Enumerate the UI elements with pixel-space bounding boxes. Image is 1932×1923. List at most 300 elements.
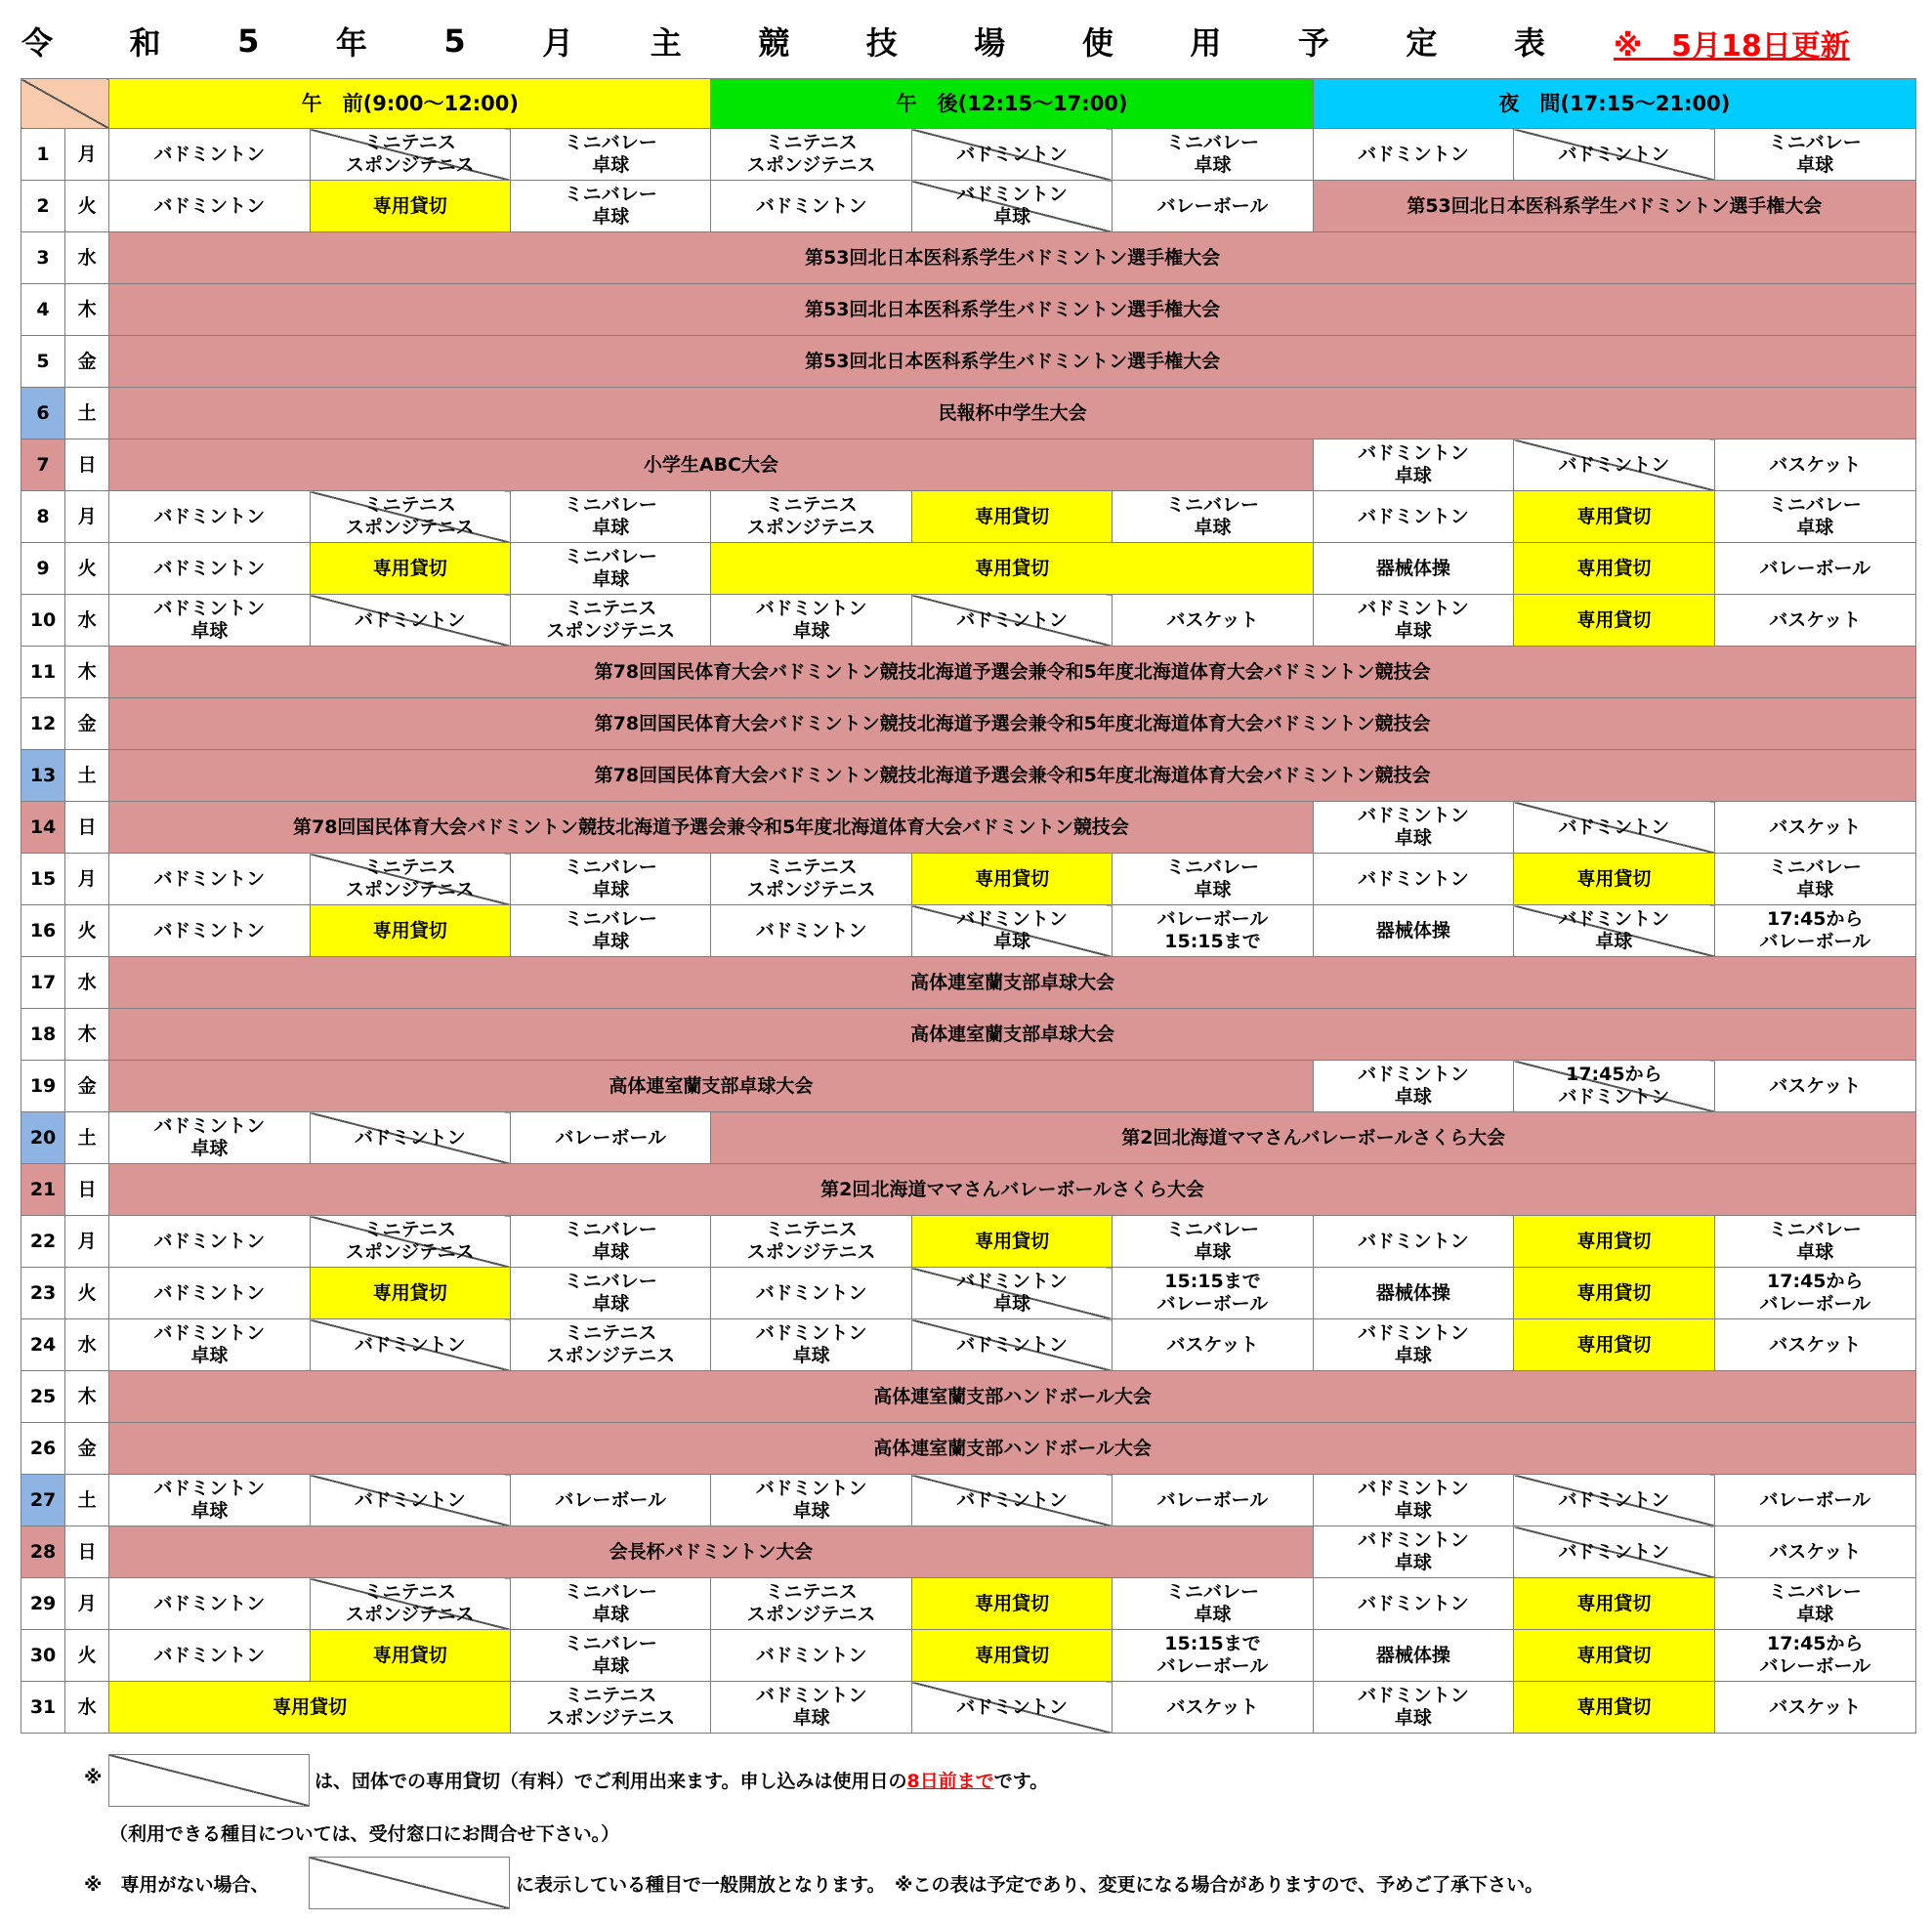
activity-cell [1313, 1475, 1513, 1526]
activity-cell [1313, 1061, 1513, 1112]
day-weekday: 金 [65, 1423, 109, 1475]
cell-line: バスケット [1769, 815, 1862, 838]
day-row [21, 1630, 1916, 1682]
activity-cell [1714, 802, 1915, 854]
cell-line: 卓球 [1194, 1604, 1232, 1625]
day-row [21, 802, 1916, 854]
cell-line: 高体連室蘭支部ハンドボール大会 [873, 1437, 1152, 1459]
day-weekday: 木 [65, 1009, 109, 1061]
activity-cell [1313, 543, 1513, 595]
day-weekday: 水 [65, 595, 109, 647]
cell-line: バドミントン [956, 608, 1068, 631]
event-cell [109, 1061, 1314, 1112]
day-row [21, 1526, 1916, 1578]
reservable-slot-cell [310, 1319, 510, 1371]
cell-line: バドミントン [755, 1322, 867, 1344]
activity-cell [1113, 181, 1313, 232]
day-weekday: 水 [65, 1319, 109, 1371]
day-weekday: 水 [65, 232, 109, 284]
note-mark: ※ [84, 1767, 103, 1788]
cell-line: 卓球 [1595, 931, 1633, 952]
title-char: 5 [237, 22, 260, 60]
cell-line: 第78回国民体育大会バドミントン競技北海道予選会兼令和5年度北海道体育大会バドミントン競技会 [594, 764, 1431, 786]
activity-cell [1714, 1061, 1915, 1112]
reservable-slot-cell [911, 1682, 1112, 1734]
activity-cell [1313, 491, 1513, 543]
activity-cell [711, 491, 911, 543]
cell-line: ミニバレー [1165, 494, 1259, 516]
cell-line: 15:15まで [1164, 1271, 1261, 1292]
cell-line: 卓球 [1194, 154, 1232, 176]
activity-cell [511, 491, 711, 543]
day-number: 5 [21, 336, 65, 388]
day-row [21, 595, 1916, 647]
title-char: 5 [443, 22, 466, 60]
day-row [21, 854, 1916, 905]
header-afternoon: 午 後(12:15～17:00) [711, 79, 1313, 129]
cell-line: バレーボール [1759, 931, 1871, 952]
activity-cell [711, 1578, 911, 1630]
cell-line: 小学生ABC大会 [643, 453, 778, 476]
reservable-slot-cell [911, 905, 1112, 957]
day-weekday: 木 [65, 647, 109, 698]
day-row [21, 388, 1916, 439]
cell-line: 第78回国民体育大会バドミントン競技北海道予選会兼令和5年度北海道体育大会バドミントン競技会 [292, 815, 1129, 838]
day-number: 15 [21, 854, 65, 905]
day-weekday: 水 [65, 957, 109, 1009]
event-cell [109, 1371, 1916, 1423]
activity-cell [711, 854, 911, 905]
cell-line: 専用貸切 [975, 557, 1050, 579]
title-char: 競 [758, 24, 790, 62]
cell-line: バスケット [1769, 1695, 1862, 1718]
cell-line: 専用貸切 [1576, 867, 1652, 890]
activity-cell [1113, 1682, 1313, 1734]
activity-cell [1313, 129, 1513, 181]
cell-line: ミニバレー [564, 1633, 657, 1654]
day-number: 28 [21, 1526, 65, 1578]
day-row [21, 1216, 1916, 1268]
reserved-cell [310, 905, 510, 957]
event-cell [109, 698, 1916, 750]
cell-line: 第53回北日本医科系学生バドミントン選手権大会 [805, 350, 1221, 372]
cell-line: 専用貸切 [372, 557, 447, 579]
activity-cell [511, 905, 711, 957]
cell-line: ミニバレー [564, 1581, 657, 1603]
day-weekday: 月 [65, 491, 109, 543]
event-cell [109, 232, 1916, 284]
activity-cell [1313, 802, 1513, 854]
cell-line: ミニテニス [363, 1219, 456, 1240]
day-weekday: 木 [65, 284, 109, 336]
activity-cell [109, 1475, 310, 1526]
activity-cell [1113, 595, 1313, 647]
reservable-slot-cell [310, 1578, 510, 1630]
cell-line: 卓球 [1796, 154, 1834, 176]
cell-line: 卓球 [1194, 517, 1232, 538]
reservable-slot-cell [310, 129, 510, 181]
cell-line: ミニバレー [564, 494, 657, 516]
activity-cell [109, 543, 310, 595]
activity-cell [109, 1319, 310, 1371]
event-cell [109, 439, 1314, 491]
cell-line: 卓球 [1394, 1345, 1432, 1366]
cell-line: ミニバレー [564, 1271, 657, 1292]
update-notice: ※ 5月18日更新 [1614, 29, 1850, 63]
cell-line: ミニバレー [1768, 1581, 1862, 1603]
cell-line: 卓球 [1394, 465, 1432, 486]
cell-line: 器械体操 [1375, 1281, 1450, 1304]
cell-line: バドミントン [1358, 1685, 1469, 1706]
title-char: 令 [21, 24, 54, 62]
activity-cell [1714, 129, 1915, 181]
activity-cell [511, 595, 711, 647]
day-weekday: 月 [65, 854, 109, 905]
activity-cell [1714, 1268, 1915, 1319]
cell-line: バドミントン [956, 1333, 1068, 1356]
cell-line: バドミントン [956, 1271, 1068, 1292]
cell-line: バドミントン [354, 1333, 466, 1356]
reserved-cell [310, 181, 510, 232]
activity-cell [511, 181, 711, 232]
event-cell [109, 750, 1916, 802]
cell-line: ミニバレー [1165, 1581, 1259, 1603]
day-weekday: 日 [65, 1526, 109, 1578]
corner-cell [21, 79, 109, 129]
cell-line: バドミントン [1558, 1488, 1670, 1511]
cell-line: バレーボール [1156, 908, 1269, 930]
activity-cell [1313, 1682, 1513, 1734]
cell-line: バドミントン [1358, 1064, 1469, 1085]
activity-cell [711, 1682, 911, 1734]
event-cell [109, 647, 1916, 698]
day-weekday: 月 [65, 129, 109, 181]
cell-line: バドミントン [1558, 143, 1670, 165]
activity-cell [711, 595, 911, 647]
activity-cell [1313, 854, 1513, 905]
cell-line: ミニテニス [765, 1581, 858, 1603]
cell-line: バドミントン [1358, 442, 1469, 464]
event-cell [109, 1526, 1314, 1578]
activity-cell [711, 129, 911, 181]
cell-line: 高体連室蘭支部ハンドボール大会 [873, 1385, 1152, 1407]
cell-line: 卓球 [1394, 1086, 1432, 1108]
activity-cell [1714, 595, 1915, 647]
reserved-cell [1514, 1682, 1714, 1734]
day-weekday: 土 [65, 1112, 109, 1164]
cell-line: バドミントン [1358, 143, 1469, 165]
cell-line: バドミントン [1558, 1086, 1670, 1108]
note-line2: （利用できる種目については、受付窓口にお問合せ下さい。） [109, 1823, 620, 1845]
cell-line: 17:45から [1767, 1633, 1864, 1654]
title-char: 技 [865, 24, 898, 62]
reservable-slot-cell [1514, 802, 1714, 854]
activity-cell [1714, 1578, 1915, 1630]
day-number: 14 [21, 802, 65, 854]
cell-line: バドミントン [755, 1281, 867, 1304]
activity-cell [1313, 1216, 1513, 1268]
note-line1 [315, 1767, 1048, 1793]
cell-line: ミニバレー [564, 908, 657, 930]
cell-line: バドミントン [1358, 805, 1469, 826]
cell-line: バスケット [1166, 1333, 1259, 1356]
day-number: 10 [21, 595, 65, 647]
day-row [21, 1112, 1916, 1164]
cell-line: バドミントン [153, 1592, 266, 1614]
cell-line: バスケット [1166, 1695, 1259, 1718]
activity-cell [511, 1112, 711, 1164]
cell-line: 卓球 [1394, 827, 1432, 849]
reserved-cell [911, 1630, 1112, 1682]
cell-line: スポンジテニス [746, 154, 876, 176]
title-char: 予 [1297, 24, 1329, 62]
cell-line: バドミントン [153, 1644, 266, 1666]
activity-cell [1714, 491, 1915, 543]
activity-cell [511, 1216, 711, 1268]
cell-line: スポンジテニス [345, 1241, 475, 1263]
day-row [21, 1475, 1916, 1526]
day-number: 8 [21, 491, 65, 543]
cell-line: スポンジテニス [345, 879, 475, 900]
cell-line: 卓球 [592, 154, 630, 176]
reserved-cell [1514, 854, 1714, 905]
header-night: 夜 間(17:15～21:00) [1313, 79, 1915, 129]
cell-line: ミニバレー [1165, 1219, 1259, 1240]
cell-line: バドミントン [956, 1695, 1068, 1718]
cell-line: 専用貸切 [1576, 1644, 1652, 1666]
activity-cell [1714, 1630, 1915, 1682]
note-line1-a: は、団体での専用貸切（有料）でご利用出来ます。申し込みは使用日の [315, 1771, 907, 1792]
cell-line: バレーボール [1156, 1488, 1269, 1511]
cell-line: 卓球 [1796, 517, 1834, 538]
day-row [21, 698, 1916, 750]
cell-line: 卓球 [792, 620, 830, 642]
cell-line: 専用貸切 [372, 1281, 447, 1304]
cell-line: ミニテニス [765, 494, 858, 516]
cell-line: バスケット [1769, 1333, 1862, 1356]
cell-line: スポンジテニス [345, 1604, 475, 1625]
activity-cell [109, 1216, 310, 1268]
day-row [21, 129, 1916, 181]
activity-cell [511, 1319, 711, 1371]
schedule-table [21, 78, 1916, 1734]
day-row [21, 957, 1916, 1009]
reservable-slot-cell [1514, 1526, 1714, 1578]
cell-line: 卓球 [1394, 1552, 1432, 1573]
day-number: 20 [21, 1112, 65, 1164]
day-number: 7 [21, 439, 65, 491]
cell-line: バスケット [1166, 608, 1259, 631]
cell-line: バドミントン [153, 1281, 266, 1304]
activity-cell [1113, 1475, 1313, 1526]
day-number: 19 [21, 1061, 65, 1112]
cell-line: バドミントン [153, 867, 266, 890]
reservable-slot-cell [1514, 129, 1714, 181]
day-number: 29 [21, 1578, 65, 1630]
cell-line: ミニバレー [1165, 857, 1259, 878]
day-number: 31 [21, 1682, 65, 1734]
cell-line: 専用貸切 [1576, 1592, 1652, 1614]
cell-line: バレーボール [1759, 1293, 1871, 1315]
reservable-slot-cell [911, 1475, 1112, 1526]
cell-line: バスケット [1769, 453, 1862, 476]
cell-line: バドミントン [956, 143, 1068, 165]
cell-line: バドミントン [153, 598, 266, 619]
cell-line: 専用貸切 [1576, 557, 1652, 579]
cell-line: バドミントン [1358, 867, 1469, 890]
cell-line: バドミントン [1558, 1540, 1670, 1563]
activity-cell [1113, 1216, 1313, 1268]
cell-line: 専用貸切 [1576, 1230, 1652, 1252]
cell-line: ミニテニス [363, 1581, 456, 1603]
cell-line: 専用貸切 [1576, 1333, 1652, 1356]
cell-line: バドミントン [153, 919, 266, 941]
day-row [21, 1578, 1916, 1630]
cell-line: 器械体操 [1375, 919, 1450, 941]
activity-cell [1113, 1268, 1313, 1319]
cell-line: 卓球 [792, 1345, 830, 1366]
reservable-slot-cell [1514, 439, 1714, 491]
activity-cell [109, 1630, 310, 1682]
cell-line: バレーボール [555, 1126, 667, 1149]
cell-line: バドミントン [153, 1230, 266, 1252]
cell-line: 卓球 [592, 1293, 630, 1315]
activity-cell [1113, 129, 1313, 181]
cell-line: 卓球 [792, 1500, 830, 1522]
reserved-cell [1514, 1578, 1714, 1630]
activity-cell [109, 1268, 310, 1319]
day-row [21, 1371, 1916, 1423]
day-number: 23 [21, 1268, 65, 1319]
activity-cell [109, 491, 310, 543]
cell-line: バドミントン [153, 143, 266, 165]
cell-line: バスケット [1769, 1540, 1862, 1563]
day-weekday: 水 [65, 1682, 109, 1734]
cell-line: 卓球 [1194, 1241, 1232, 1263]
reserved-cell [1514, 1630, 1714, 1682]
activity-cell [1714, 1682, 1915, 1734]
title-char: 定 [1406, 24, 1438, 62]
reservable-slot-cell [911, 595, 1112, 647]
reservable-slot-cell [911, 129, 1112, 181]
cell-line: スポンジテニス [746, 517, 876, 538]
cell-line: 卓球 [792, 1707, 830, 1729]
reservable-slot-cell [1514, 1475, 1714, 1526]
cell-line: 器械体操 [1375, 557, 1450, 579]
cell-line: ミニテニス [363, 494, 456, 516]
cell-line: 卓球 [993, 931, 1031, 952]
reserved-cell [1514, 595, 1714, 647]
day-number: 6 [21, 388, 65, 439]
note-line3-a: ※ 専用がない場合、 [84, 1874, 270, 1896]
cell-line: 卓球 [592, 517, 630, 538]
cell-line: 卓球 [1394, 620, 1432, 642]
reservable-slot-cell [1514, 905, 1714, 957]
reserved-cell [911, 854, 1112, 905]
reservable-slot-cell [310, 595, 510, 647]
cell-line: スポンジテニス [746, 879, 876, 900]
cell-line: 専用貸切 [1576, 608, 1652, 631]
reservable-slot-cell [310, 1112, 510, 1164]
title-char: 使 [1081, 24, 1113, 62]
cell-line: 卓球 [1394, 1707, 1432, 1729]
activity-cell [711, 1319, 911, 1371]
day-row [21, 1319, 1916, 1371]
day-number: 9 [21, 543, 65, 595]
note-line1-b: です。 [993, 1771, 1049, 1792]
cell-line: 卓球 [1796, 1241, 1834, 1263]
cell-line: バドミントン [755, 194, 867, 217]
activity-cell [1313, 439, 1513, 491]
cell-line: ミニテニス [363, 132, 456, 153]
day-row [21, 439, 1916, 491]
activity-cell [109, 854, 310, 905]
legend-slash-box [108, 1754, 310, 1807]
cell-line: 専用貸切 [975, 1592, 1050, 1614]
activity-cell [1313, 1630, 1513, 1682]
cell-line: 専用貸切 [975, 1644, 1050, 1666]
activity-cell [511, 1268, 711, 1319]
cell-line: 高体連室蘭支部卓球大会 [609, 1074, 814, 1097]
cell-line: バレーボール [1156, 1655, 1269, 1677]
activity-cell [511, 1682, 711, 1734]
cell-line: ミニテニス [363, 857, 456, 878]
cell-line: ミニテニス [765, 1219, 858, 1240]
day-number: 22 [21, 1216, 65, 1268]
cell-line: 卓球 [190, 1138, 229, 1159]
cell-line: 専用貸切 [1576, 1695, 1652, 1718]
activity-cell [511, 543, 711, 595]
title-char: 月 [542, 24, 574, 62]
cell-line: 17:45から [1767, 908, 1864, 930]
activity-cell [1714, 1319, 1915, 1371]
activity-cell [711, 1630, 911, 1682]
activity-cell [1113, 491, 1313, 543]
activity-cell [711, 905, 911, 957]
cell-line: 卓球 [1796, 879, 1834, 900]
day-row [21, 491, 1916, 543]
cell-line: 専用貸切 [372, 1644, 447, 1666]
cell-line: バドミントン [1358, 1230, 1469, 1252]
reserved-cell [310, 1268, 510, 1319]
activity-cell [1714, 905, 1915, 957]
day-row [21, 543, 1916, 595]
activity-cell [1714, 1216, 1915, 1268]
activity-cell [109, 181, 310, 232]
day-weekday: 土 [65, 388, 109, 439]
day-number: 26 [21, 1423, 65, 1475]
cell-line: ミニバレー [564, 132, 657, 153]
activity-cell [109, 905, 310, 957]
cell-line: ミニバレー [1768, 1219, 1862, 1240]
activity-cell [1714, 543, 1915, 595]
cell-line: バドミントン [1358, 1529, 1469, 1551]
reserved-cell [711, 543, 1313, 595]
cell-line: 第53回北日本医科系学生バドミントン選手権大会 [805, 246, 1221, 269]
cell-line: バドミントン [354, 608, 466, 631]
event-cell [109, 388, 1916, 439]
day-row [21, 181, 1916, 232]
reserved-cell [911, 1216, 1112, 1268]
day-weekday: 日 [65, 1164, 109, 1216]
cell-line: ミニテニス [765, 132, 858, 153]
activity-cell [1313, 905, 1513, 957]
event-cell [109, 336, 1916, 388]
activity-cell [1313, 1526, 1513, 1578]
activity-cell [1113, 854, 1313, 905]
activity-cell [511, 1578, 711, 1630]
cell-line: バドミントン [755, 1478, 867, 1499]
